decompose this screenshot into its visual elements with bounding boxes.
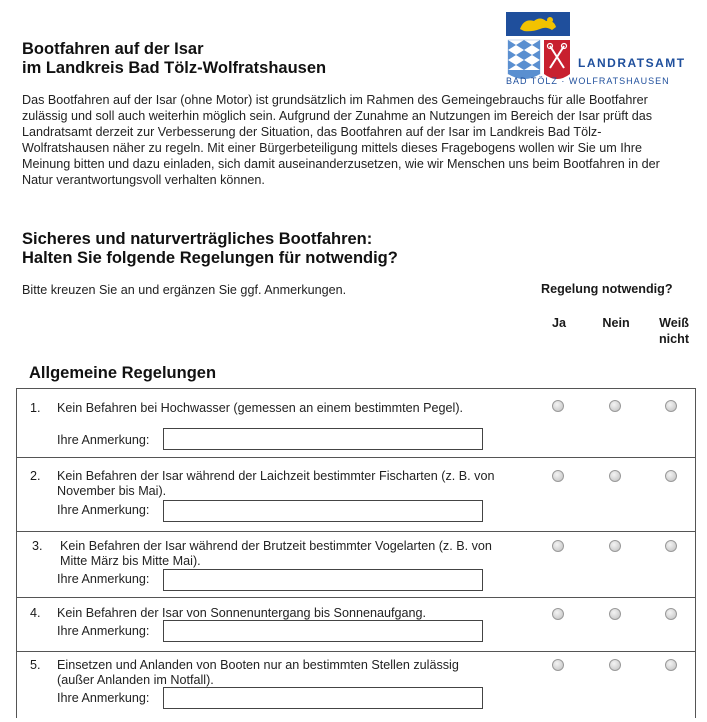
radio-unknown-3[interactable] (665, 540, 677, 552)
question-text: Kein Befahren der Isar von Sonnenuntergang bis Sonnenaufgang. (57, 606, 426, 620)
column-no-label: Nein (602, 316, 630, 330)
section-heading-line-1: Sicheres und naturverträgliches Bootfahren: (22, 230, 373, 248)
document-title (22, 40, 326, 78)
question-row-5 (16, 652, 696, 722)
comment-label: Ihre Anmerkung: (57, 433, 150, 447)
instruction-text: Bitte kreuzen Sie an und ergänzen Sie ggf. Anmerkungen. (22, 283, 347, 297)
section-heading-line-2: Halten Sie folgende Regelungen für notwendig? (22, 249, 398, 267)
landratsamt-logo (506, 12, 686, 90)
comment-label: Ihre Anmerkung: (57, 572, 150, 586)
radio-unknown-2[interactable] (665, 470, 677, 482)
radio-unknown-4[interactable] (665, 608, 677, 620)
comment-label: Ihre Anmerkung: (57, 503, 150, 517)
column-yes-label: Ja (551, 316, 566, 330)
question-number: 3. (32, 539, 43, 553)
intro-paragraph: Das Bootfahren auf der Isar (ohne Motor) ist grundsätzlich im Rahmen des Gemeingebrauchs für alle Bootfahrer zulässig und soll auch weiterhin möglich sein. Aufgrund der Zunahme an Nutzungen im Bereich der Isar prüft das Landratsamt derzeit zur Verbesserung der Situation, das Bootfahren auf der Isar im Landkreis Bad Tölz-Wolfratshausen näher zu regeln. Mit einer Bürgerbeteiligung mittels dieses Fragebogens wollen wir Sie um Ihre Meinung bitten und dazu einladen, sich damit auseinanderzusetzen, wie wir Menschen uns beim Bootfahren in der Natur verantwortungsvoll verhalten können. (22, 93, 660, 187)
radio-no-4[interactable] (609, 608, 621, 620)
radio-unknown-1[interactable] (665, 400, 677, 412)
question-number: 2. (30, 469, 41, 483)
radio-no-2[interactable] (609, 470, 621, 482)
radio-yes-2[interactable] (552, 470, 564, 482)
question-row-4 (16, 598, 696, 652)
comment-input-3[interactable] (163, 569, 483, 591)
column-unknown-label (650, 315, 698, 347)
section-heading (22, 230, 398, 268)
answer-column-header: Regelung notwendig? (541, 282, 673, 296)
title-line-2: im Landkreis Bad Tölz-Wolfratshausen (22, 59, 327, 77)
radio-yes-4[interactable] (552, 608, 564, 620)
group-title: Allgemeine Regelungen (29, 364, 217, 382)
comment-label: Ihre Anmerkung: (57, 691, 150, 705)
question-number: 1. (30, 401, 41, 415)
comment-input-5[interactable] (163, 687, 483, 709)
comment-label: Ihre Anmerkung: (57, 624, 150, 638)
question-text: Kein Befahren der Isar während der Brutzeit bestimmter Vogelarten (z. B. von Mitte März bis Mitte Mai). (60, 539, 492, 568)
question-number: 5. (30, 658, 41, 672)
question-text: Kein Befahren bei Hochwasser (gemessen an einem bestimmten Pegel). (57, 401, 464, 415)
logo-text-district: BAD TÖLZ · WOLFRATSHAUSEN (506, 76, 670, 86)
comment-input-1[interactable] (163, 428, 483, 450)
radio-no-5[interactable] (609, 659, 621, 671)
radio-yes-1[interactable] (552, 400, 564, 412)
radio-no-3[interactable] (609, 540, 621, 552)
radio-yes-5[interactable] (552, 659, 564, 671)
question-text: Einsetzen und Anlanden von Booten nur an bestimmten Stellen zulässig (außer Anlanden im Notfall). (57, 658, 459, 687)
question-number: 4. (30, 606, 41, 620)
comment-input-4[interactable] (163, 620, 483, 642)
radio-unknown-5[interactable] (665, 659, 677, 671)
title-line-1: Bootfahren auf der Isar (22, 40, 204, 58)
radio-yes-3[interactable] (552, 540, 564, 552)
question-row-2 (16, 458, 696, 532)
question-text: Kein Befahren der Isar während der Laichzeit bestimmter Fischarten (z. B. von November bis Mai). (57, 469, 495, 498)
question-row-3 (16, 532, 696, 598)
comment-input-2[interactable] (163, 500, 483, 522)
question-row-1 (16, 388, 696, 458)
logo-text-landratsamt: LANDRATSAMT (578, 56, 686, 70)
column-unknown-line-1: Weiß (659, 316, 689, 330)
radio-no-1[interactable] (609, 400, 621, 412)
column-unknown-line-2: nicht (658, 332, 690, 346)
